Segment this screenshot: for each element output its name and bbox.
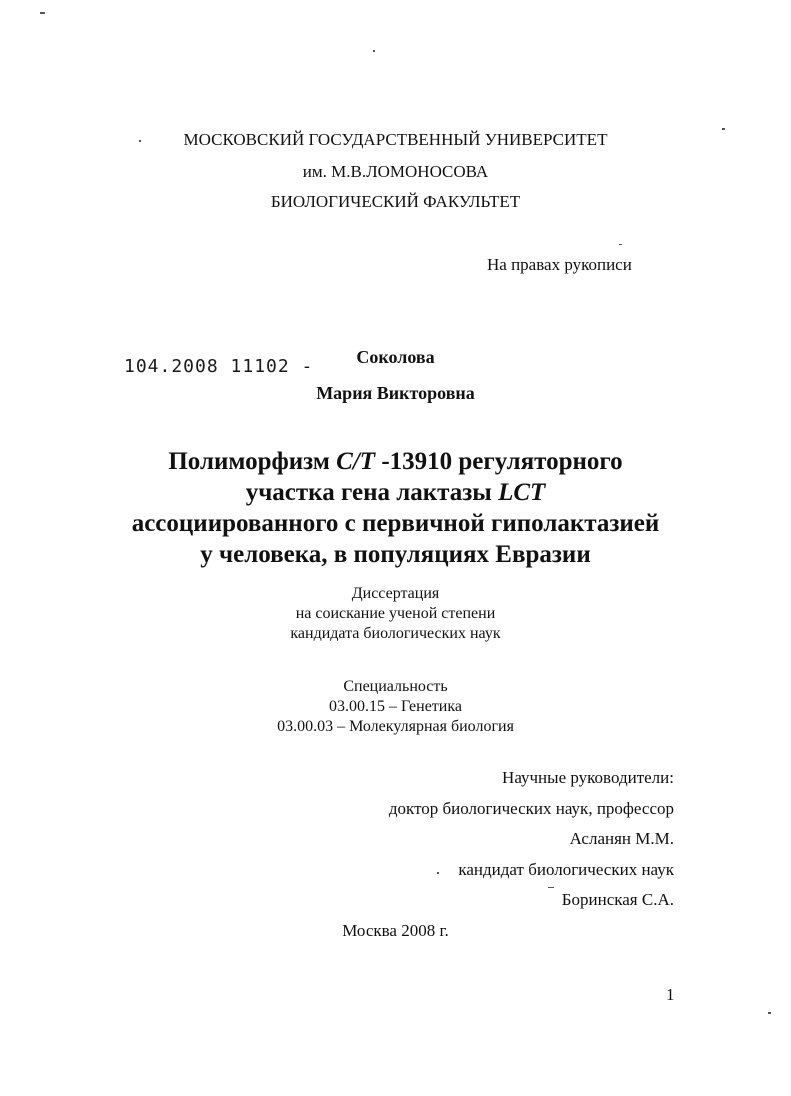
- scan-speck: [619, 244, 622, 245]
- degree-field: кандидата биологических наук: [290, 625, 501, 642]
- page-number: 1: [666, 985, 675, 1004]
- title-line-2: участка гена лактазы LCT: [245, 479, 546, 506]
- scan-speck: [437, 872, 439, 874]
- supervisor-1-title: доктор биологических наук, профессор: [388, 799, 674, 818]
- specialty-label: Специальность: [343, 678, 448, 695]
- manuscript-rights-note: На правах рукописи: [487, 255, 632, 274]
- dissertation-title: [0, 446, 791, 570]
- allele-term: C/T: [336, 448, 376, 475]
- supervisor-2-name: Боринская С.А.: [561, 890, 674, 909]
- author-given-names: Мария Викторовна: [316, 383, 475, 403]
- place-and-year: Москва 2008 г.: [342, 921, 449, 940]
- title-line-1: Полиморфизм C/T -13910 регуляторного: [168, 448, 623, 475]
- library-stamp-number: 104.2008 11102 -: [124, 356, 314, 377]
- scan-speck: [768, 1012, 771, 1014]
- scan-speck: [548, 887, 554, 888]
- university-name: МОСКОВСКИЙ ГОСУДАРСТВЕННЫЙ УНИВЕРСИТЕТ: [183, 130, 608, 149]
- degree-purpose: на соискание ученой степени: [295, 605, 496, 622]
- supervisor-2-title: кандидат биологических наук: [458, 860, 674, 879]
- university-named-after: им. М.В.ЛОМОНОСОВА: [302, 162, 489, 181]
- specialty-code-genetics: 03.00.15 – Генетика: [329, 698, 462, 715]
- scan-speck: [40, 12, 45, 14]
- author-surname: Соколова: [356, 347, 435, 367]
- title-line-3: ассоциированного с первичной гиполактазией: [131, 510, 660, 537]
- specialty-code-molecular-biology: 03.00.03 – Молекулярная биология: [277, 718, 514, 735]
- faculty-name: БИОЛОГИЧЕСКИЙ ФАКУЛЬТЕТ: [270, 192, 521, 211]
- degree-type: Диссертация: [351, 585, 440, 602]
- scan-speck: [373, 50, 375, 52]
- title-line-4: у человека, в популяциях Евразии: [200, 541, 591, 568]
- gene-term: LCT: [498, 479, 546, 506]
- supervisor-1-name: Асланян М.М.: [569, 829, 674, 848]
- supervisors-label: Научные руководители:: [502, 768, 674, 787]
